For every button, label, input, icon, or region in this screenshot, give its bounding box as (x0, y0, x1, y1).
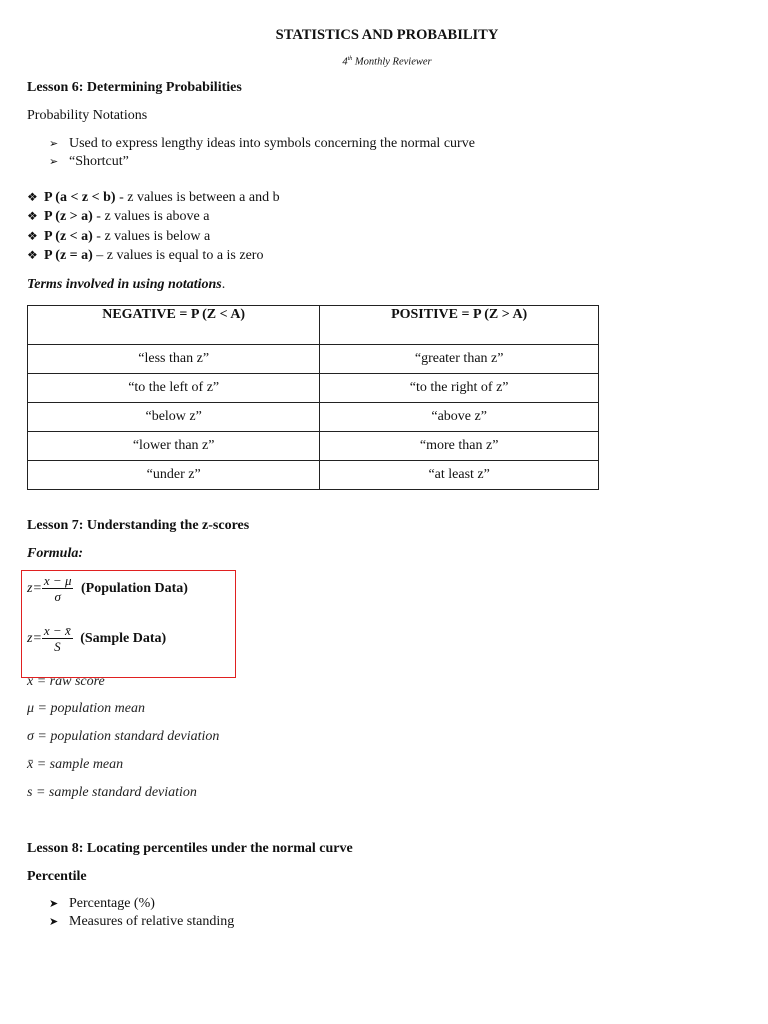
table-row (28, 374, 599, 403)
table-cell: “to the right of z” (320, 374, 599, 403)
bullet-text: Percentage (%) (69, 896, 155, 911)
variable-definition: σ = population standard deviation (27, 729, 220, 744)
terms-heading-text: Terms involved in using notations (27, 277, 222, 292)
formula-lhs: z= (27, 581, 42, 597)
table-cell: “lower than z” (28, 432, 320, 461)
formula-population (27, 573, 188, 605)
diamond-bullet-icon: ❖ (27, 190, 38, 204)
formula-label-sample: (Sample Data) (80, 631, 167, 647)
document-title: STATISTICS AND PROBABILITY (275, 27, 499, 43)
terms-heading-period: . (221, 277, 226, 292)
table-header-row (28, 306, 599, 345)
notation-description: - z values is below a (92, 229, 211, 244)
list-item (27, 248, 263, 264)
probability-notations-label: Probability Notations (27, 108, 148, 123)
variable-definition: μ = population mean (27, 701, 145, 716)
table-cell: “greater than z” (320, 345, 599, 374)
arrow-bullet-icon: ➤ (49, 916, 59, 928)
list-item (49, 896, 155, 912)
arrow-bullet-icon: ➢ (49, 138, 59, 150)
notation: P (a < z < b) (44, 190, 116, 205)
table-cell: “at least z” (320, 461, 599, 490)
table-cell: “below z” (28, 403, 320, 432)
table-cell: “above z” (320, 403, 599, 432)
list-item (27, 190, 280, 206)
notation-description: - z values is above a (92, 209, 210, 224)
table-row (28, 345, 599, 374)
notation: P (z = a) (44, 248, 93, 263)
table-row (28, 403, 599, 432)
formula-label-population: (Population Data) (80, 581, 188, 597)
list-item (49, 914, 234, 930)
variable-definition: x̄ = sample mean (27, 757, 124, 772)
terms-heading (27, 277, 225, 293)
diamond-bullet-icon: ❖ (27, 248, 38, 262)
table-row (28, 432, 599, 461)
notation: P (z > a) (44, 209, 93, 224)
list-item (49, 136, 475, 152)
list-item (27, 209, 209, 225)
formula-fraction (42, 623, 73, 655)
formula-denominator: S (54, 639, 61, 654)
variable-definition: s = sample standard deviation (27, 785, 197, 800)
table-header-negative: NEGATIVE = P (Z < A) (28, 306, 320, 345)
formula-denominator: σ (54, 589, 61, 604)
arrow-bullet-icon: ➢ (49, 156, 59, 168)
bullet-text: Used to express lengthy ideas into symbols concerning the normal curve (69, 136, 475, 151)
bullet-text: Measures of relative standing (69, 914, 235, 929)
table-cell: “less than z” (28, 345, 320, 374)
lesson8-heading: Lesson 8: Locating percentiles under the normal curve (27, 841, 353, 856)
notation: P (z < a) (44, 229, 93, 244)
table-cell: “more than z” (320, 432, 599, 461)
lesson6-heading: Lesson 6: Determining Probabilities (27, 80, 242, 95)
subtitle-text: Monthly Reviewer (352, 56, 432, 68)
formula-numerator: x − μ (43, 573, 72, 588)
formula-numerator: x − x̄ (43, 623, 71, 638)
formula-label: Formula: (27, 546, 84, 561)
terms-table (27, 305, 599, 490)
table-cell: “under z” (28, 461, 320, 490)
formula-sample (27, 623, 166, 655)
diamond-bullet-icon: ❖ (27, 229, 38, 243)
formula-fraction (42, 573, 74, 605)
table-row (28, 461, 599, 490)
notation-description: - z values is between a and b (115, 190, 280, 205)
bullet-text: “Shortcut” (69, 154, 129, 169)
lesson7-heading: Lesson 7: Understanding the z-scores (27, 518, 250, 533)
subtitle-number: 4 (342, 56, 348, 68)
diamond-bullet-icon: ❖ (27, 209, 38, 223)
notation-description: – z values is equal to a is zero (92, 248, 264, 263)
table-header-positive: POSITIVE = P (Z > A) (320, 306, 599, 345)
table-cell: “to the left of z” (28, 374, 320, 403)
subtitle-superscript: th (347, 56, 353, 62)
list-item (49, 154, 129, 170)
document-subtitle (0, 56, 768, 68)
percentile-label: Percentile (27, 869, 87, 884)
list-item (27, 229, 210, 245)
formula-lhs: z= (27, 631, 42, 647)
variable-definition: x = raw score (27, 674, 105, 689)
arrow-bullet-icon: ➤ (49, 898, 59, 910)
